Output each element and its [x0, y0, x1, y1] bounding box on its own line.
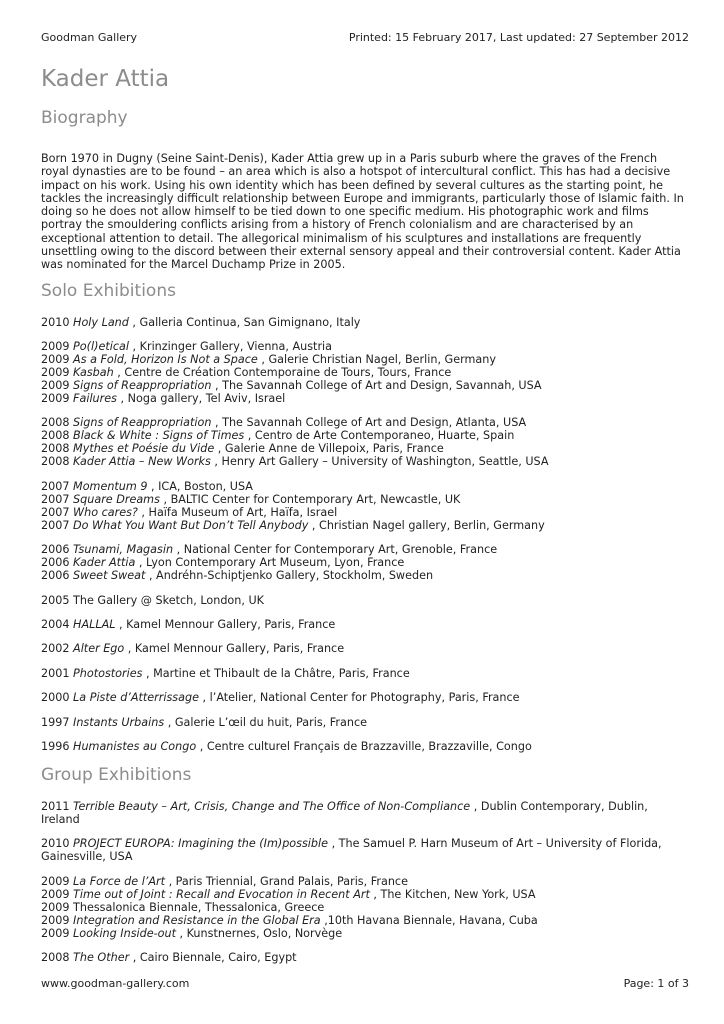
exhibition-year-group [41, 618, 689, 631]
exhibition-title: Kader Attia [73, 556, 136, 570]
exhibition-entry [41, 379, 689, 392]
exhibition-venue: , Noga gallery, Tel Aviv, Israel [116, 392, 286, 406]
exhibition-year-group [41, 416, 689, 468]
exhibition-entry [41, 442, 689, 455]
exhibition-title: Square Dreams [73, 492, 160, 506]
exhibition-year: 2002 [41, 642, 70, 656]
exhibition-year: 2009 [41, 874, 70, 888]
exhibition-title: PROJECT EUROPA: Imagining the (Im)possible [73, 837, 329, 851]
exhibition-title: La Piste d’Atterrissage [73, 691, 199, 705]
exhibition-year: 2006 [41, 543, 70, 557]
exhibition-venue: ,10th Havana Biennale, Havana, Cuba [320, 913, 538, 927]
exhibition-year-group [41, 740, 689, 753]
exhibition-venue: , Centre culturel Français de Brazzaville, Brazzaville, Congo [196, 739, 532, 753]
exhibition-venue: , Centre de Création Contemporaine de Tours, Tours, France [113, 366, 452, 380]
header-print-date: Printed: 15 February 2017, Last updated: 27 September 2012 [348, 31, 689, 44]
exhibition-title: Kasbah [73, 366, 114, 380]
exhibition-title: Signs of Reappropriation [73, 379, 212, 393]
exhibition-entry [41, 480, 689, 493]
exhibition-entry [41, 366, 689, 379]
exhibition-year: 1997 [41, 715, 70, 729]
exhibition-venue: , The Savannah College of Art and Design, Savannah, USA [211, 379, 542, 393]
exhibition-year: 2007 [41, 505, 70, 519]
exhibition-year: 2008 [41, 455, 70, 469]
exhibition-entry [41, 353, 689, 366]
exhibition-venue: , Galleria Continua, San Gimignano, Italy [128, 315, 361, 329]
exhibition-title: Signs of Reappropriation [73, 416, 212, 430]
exhibition-title: Looking Inside-out [73, 926, 176, 940]
exhibition-venue: , Christian Nagel gallery, Berlin, Germany [308, 518, 545, 532]
exhibition-year-group [41, 667, 689, 680]
exhibition-year: 2009 [41, 926, 70, 940]
exhibition-venue: , Kamel Mennour Gallery, Paris, France [115, 618, 336, 632]
solo-exhibitions-list [41, 316, 689, 753]
exhibition-entry [41, 569, 689, 582]
exhibition-venue: , Lyon Contemporary Art Museum, Lyon, France [135, 556, 405, 570]
exhibition-venue: , BALTIC Center for Contemporary Art, Newcastle, UK [159, 492, 461, 506]
biography-heading: Biography [41, 108, 128, 128]
exhibition-venue: , Centro de Arte Contemporaneo, Huarte, Spain [244, 429, 515, 443]
exhibition-venue: The Gallery @ Sketch, London, UK [73, 593, 265, 607]
exhibition-year-group [41, 837, 689, 863]
exhibition-entry [41, 951, 689, 964]
exhibition-entry [41, 316, 689, 329]
footer-page-number: Page: 1 of 3 [623, 977, 689, 990]
exhibition-title: Holy Land [73, 315, 129, 329]
exhibition-entry [41, 716, 689, 729]
exhibition-venue: Thessalonica Biennale, Thessalonica, Greece [73, 900, 325, 914]
exhibition-year: 2007 [41, 492, 70, 506]
exhibition-entry [41, 506, 689, 519]
page-footer [41, 977, 689, 990]
exhibition-entry [41, 800, 689, 826]
exhibition-title: Tsunami, Magasin [73, 543, 174, 557]
exhibition-title: As a Fold, Horizon Is Not a Space [73, 353, 258, 367]
exhibition-venue: , Paris Triennial, Grand Palais, Paris, France [165, 874, 408, 888]
exhibition-entry [41, 429, 689, 442]
exhibition-year: 2005 [41, 593, 70, 607]
exhibition-title: Terrible Beauty – Art, Crisis, Change and The Office of Non-Compliance [73, 799, 471, 813]
exhibition-venue: , ICA, Boston, USA [147, 479, 253, 493]
exhibition-title: Kader Attia – New Works [73, 455, 211, 469]
exhibition-year: 2008 [41, 429, 70, 443]
exhibition-year-group [41, 716, 689, 729]
exhibition-entry [41, 914, 689, 927]
exhibition-title: Mythes et Poésie du Vide [73, 442, 215, 456]
exhibition-venue: , Galerie Anne de Villepoix, Paris, France [214, 442, 444, 456]
exhibition-venue: , l’Atelier, National Center for Photography, Paris, France [198, 691, 520, 705]
exhibition-year: 2007 [41, 518, 70, 532]
exhibition-entry [41, 642, 689, 655]
exhibition-entry [41, 901, 689, 914]
exhibition-year: 2009 [41, 366, 70, 380]
exhibition-year: 2008 [41, 416, 70, 430]
exhibition-year-group [41, 875, 689, 940]
exhibition-entry [41, 691, 689, 704]
exhibition-title: Who cares? [73, 505, 138, 519]
exhibition-title: Integration and Resistance in the Global Era [73, 913, 321, 927]
exhibition-venue: , Cairo Biennale, Cairo, Egypt [129, 951, 297, 965]
exhibition-entry [41, 740, 689, 753]
exhibition-venue: , National Center for Contemporary Art, Grenoble, France [173, 543, 498, 557]
exhibition-year: 2011 [41, 799, 70, 813]
exhibition-year: 2010 [41, 315, 70, 329]
exhibition-year: 2009 [41, 340, 70, 354]
solo-exhibitions-heading: Solo Exhibitions [41, 280, 176, 301]
biography-text: Born 1970 in Dugny (Seine Saint-Denis), Kader Attia grew up in a Paris suburb where the graves of the French royal dynasties are to be found – an area which is also a hotspot of intercultural conflict. This has had a decisive impact on his work. Using his own identity which has been defined by several cultures as the starting point, he tackles the increasingly difficult relationship between Europe and immigrants, particularly those of Islamic faith. In doing so he does not allow himself to be tied down to one specific medium. His photographic work and films portray the smouldering conflicts arising from a history of French colonialism and are characterised by an exceptional attention to detail. The allegorical minimalism of his sculptures and installations are frequently unsettling owing to the discord between their external sensory appeal and their controversial content. Kader Attia was nominated for the Marcel Duchamp Prize in 2005. [41, 152, 684, 272]
exhibition-year: 2009 [41, 353, 70, 367]
exhibition-year-group [41, 316, 689, 329]
exhibition-year: 2009 [41, 887, 70, 901]
exhibition-entry [41, 543, 689, 556]
exhibition-year: 2008 [41, 951, 70, 965]
exhibition-year-group [41, 340, 689, 405]
exhibition-venue: , Kamel Mennour Gallery, Paris, France [124, 642, 345, 656]
exhibition-year: 2008 [41, 442, 70, 456]
exhibition-title: Po(l)etical [73, 340, 129, 354]
exhibition-venue: , Martine et Thibault de la Châtre, Paris, France [142, 666, 410, 680]
exhibition-venue: , Galerie L’œil du huit, Paris, France [164, 715, 367, 729]
exhibition-title: Instants Urbains [73, 715, 165, 729]
exhibition-title: HALLAL [73, 618, 116, 632]
exhibition-year-group [41, 642, 689, 655]
exhibition-title: Failures [73, 392, 117, 406]
document-body [41, 108, 689, 964]
exhibition-entry [41, 875, 689, 888]
exhibition-title: Sweet Sweat [73, 569, 146, 583]
exhibition-year: 2007 [41, 479, 70, 493]
exhibition-entry [41, 594, 689, 607]
exhibition-venue: , Galerie Christian Nagel, Berlin, Germany [257, 353, 496, 367]
exhibition-year: 2004 [41, 618, 70, 632]
exhibition-title: Time out of Joint : Recall and Evocation in Recent Art [73, 887, 370, 901]
exhibition-entry [41, 519, 689, 532]
exhibition-year: 2009 [41, 392, 70, 406]
exhibition-venue: , The Kitchen, New York, USA [369, 887, 536, 901]
exhibition-title: Humanistes au Congo [73, 739, 197, 753]
exhibition-title: Photostories [73, 666, 143, 680]
exhibition-year-group [41, 691, 689, 704]
page-title: Kader Attia [41, 66, 170, 92]
exhibition-year-group [41, 543, 689, 582]
exhibition-title: The Other [73, 951, 130, 965]
page-header [41, 31, 689, 44]
exhibition-year: 2006 [41, 569, 70, 583]
exhibition-entry [41, 416, 689, 429]
exhibition-year: 2001 [41, 666, 70, 680]
exhibition-venue: , The Savannah College of Art and Design, Atlanta, USA [211, 416, 527, 430]
exhibition-year-group [41, 480, 689, 532]
exhibition-year-group [41, 800, 689, 826]
exhibition-entry [41, 888, 689, 901]
exhibition-title: Black & White : Signs of Times [73, 429, 245, 443]
exhibition-venue: , Haïfa Museum of Art, Haïfa, Israel [137, 505, 338, 519]
exhibition-title: La Force de l’Art [73, 874, 166, 888]
exhibition-year: 1996 [41, 739, 70, 753]
exhibition-venue: , Henry Art Gallery – University of Washington, Seattle, USA [210, 455, 549, 469]
exhibition-entry [41, 618, 689, 631]
exhibition-year: 2006 [41, 556, 70, 570]
exhibition-venue: , Krinzinger Gallery, Vienna, Austria [128, 340, 333, 354]
exhibition-title: Do What You Want But Don’t Tell Anybody [73, 518, 309, 532]
exhibition-entry [41, 493, 689, 506]
exhibition-entry [41, 392, 689, 405]
group-exhibitions-list [41, 800, 689, 964]
exhibition-entry [41, 455, 689, 468]
exhibition-year: 2009 [41, 379, 70, 393]
exhibition-entry [41, 667, 689, 680]
exhibition-venue: , The Samuel P. Harn Museum of Art – University of Florida, Gainesville, USA [41, 837, 662, 864]
exhibition-title: Alter Ego [73, 642, 125, 656]
exhibition-venue: , Kunstnernes, Oslo, Norvège [175, 926, 343, 940]
exhibition-year-group [41, 594, 689, 607]
exhibition-year-group [41, 951, 689, 964]
exhibition-title: Momentum 9 [73, 479, 148, 493]
exhibition-year: 2000 [41, 691, 70, 705]
exhibition-entry [41, 556, 689, 569]
exhibition-venue: , Dublin Contemporary, Dublin, Ireland [41, 799, 648, 826]
group-exhibitions-heading: Group Exhibitions [41, 764, 192, 785]
exhibition-entry [41, 927, 689, 940]
exhibition-venue: , Andréhn-Schiptjenko Gallery, Stockholm, Sweden [145, 569, 434, 583]
exhibition-entry [41, 837, 689, 863]
exhibition-year: 2009 [41, 900, 70, 914]
exhibition-year: 2010 [41, 837, 70, 851]
header-gallery-name: Goodman Gallery [41, 31, 138, 44]
footer-website: www.goodman-gallery.com [41, 977, 190, 990]
exhibition-entry [41, 340, 689, 353]
exhibition-year: 2009 [41, 913, 70, 927]
